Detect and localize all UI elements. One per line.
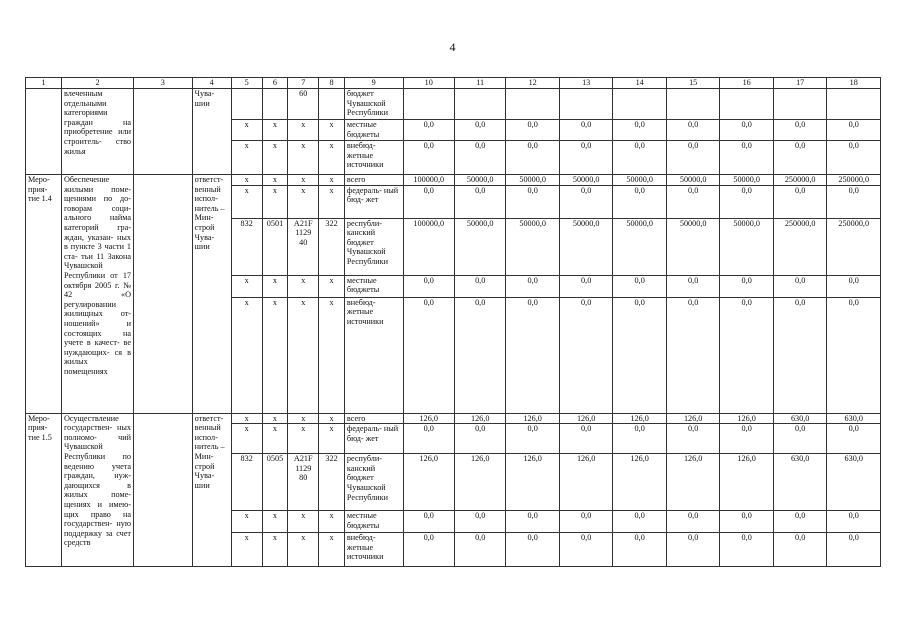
table-cell: 126,0 xyxy=(666,454,720,511)
table-cell: 0,0 xyxy=(666,424,720,454)
table-cell xyxy=(773,89,827,120)
table-cell: 126,0 xyxy=(454,454,505,511)
table-cell: 13 xyxy=(559,78,613,89)
table-cell xyxy=(403,89,454,120)
table-cell: 0,0 xyxy=(613,141,667,175)
table-cell: 0,0 xyxy=(666,275,720,297)
table-cell xyxy=(319,89,345,120)
table-cell: федераль- ный бюд- жет xyxy=(344,185,403,218)
table-cell: 16 xyxy=(720,78,774,89)
table-cell: 250000,0 xyxy=(773,175,827,186)
table-cell: 0,0 xyxy=(773,511,827,533)
table-cell: 5 xyxy=(231,78,262,89)
table-cell: x xyxy=(231,533,262,567)
table-cell: внебюд- жетные источники xyxy=(344,533,403,567)
table-cell: 0,0 xyxy=(827,511,881,533)
table-cell: 126,0 xyxy=(613,413,667,424)
table-cell: x xyxy=(288,511,319,533)
table-cell: 832 xyxy=(231,454,262,511)
table-cell: x xyxy=(319,533,345,567)
table-cell: 0,0 xyxy=(559,185,613,218)
table-cell: x xyxy=(288,424,319,454)
table-cell: x xyxy=(262,120,288,141)
table-cell: x xyxy=(288,141,319,175)
table-cell: местные бюджеты xyxy=(344,120,403,141)
table-cell: x xyxy=(262,424,288,454)
table-cell: 0,0 xyxy=(403,141,454,175)
table-cell: 50000,0 xyxy=(559,218,613,275)
table-cell: 0,0 xyxy=(559,141,613,175)
table-cell: x xyxy=(262,413,288,424)
table-cell: 250000,0 xyxy=(773,218,827,275)
table-cell: 0,0 xyxy=(827,120,881,141)
table-cell: 0,0 xyxy=(454,120,505,141)
table-cell: 0,0 xyxy=(827,533,881,567)
table-cell: x xyxy=(319,424,345,454)
table-cell: 126,0 xyxy=(666,413,720,424)
table-cell: ответст- венный испол- нитель – Мин- строй Чува- шии xyxy=(192,175,231,414)
table-cell: 0,0 xyxy=(403,120,454,141)
table-cell: 126,0 xyxy=(720,454,774,511)
table-cell: x xyxy=(231,297,262,413)
table-cell: 630,0 xyxy=(827,413,881,424)
table-cell: 50000,0 xyxy=(613,218,667,275)
table-cell: 0,0 xyxy=(773,275,827,297)
table-cell: 250000,0 xyxy=(827,175,881,186)
header-row xyxy=(26,78,881,89)
table-cell: 0,0 xyxy=(773,297,827,413)
table-cell: 0,0 xyxy=(559,511,613,533)
table-cell: 7 xyxy=(288,78,319,89)
table-cell: 126,0 xyxy=(454,413,505,424)
table-cell: 50000,0 xyxy=(613,175,667,186)
table-cell: 0,0 xyxy=(506,297,560,413)
table-cell: Меро- прия- тие 1.4 xyxy=(26,175,62,414)
table-cell: 3 xyxy=(134,78,193,89)
table-cell: Обеспечение жилыми поме- щениями по до- говорам соци- ального найма категорий гра- ждан, указан- ных в пункте 3 части 1 ста- тьи 11 Закона Чувашской Республики от 17 октября 2005 г. № 42 «О регулировании жилищных от- ношений» и состоящих на учете в качест- ве нуждающих- ся в жилых помещениях xyxy=(62,175,134,414)
table-cell: 126,0 xyxy=(559,413,613,424)
table-cell xyxy=(613,89,667,120)
table-cell xyxy=(827,89,881,120)
table-cell xyxy=(26,89,62,175)
table-cell: 126,0 xyxy=(559,454,613,511)
table-cell: 0,0 xyxy=(559,120,613,141)
table-cell: x xyxy=(288,185,319,218)
table-cell xyxy=(454,89,505,120)
table-cell: x xyxy=(319,511,345,533)
table-cell: Чува- шии xyxy=(192,89,231,175)
budget-table xyxy=(25,77,881,567)
table-cell: 2 xyxy=(62,78,134,89)
table-cell: 126,0 xyxy=(403,413,454,424)
table-cell: 322 xyxy=(319,454,345,511)
table-cell: 50000,0 xyxy=(720,175,774,186)
table-cell xyxy=(666,89,720,120)
table-cell: x xyxy=(319,275,345,297)
table-cell: республи- канский бюджет Чувашской Республики xyxy=(344,218,403,275)
table-cell: x xyxy=(319,413,345,424)
table-cell: 50000,0 xyxy=(506,175,560,186)
table-cell: 0,0 xyxy=(559,533,613,567)
table-cell: 10 xyxy=(403,78,454,89)
table-cell xyxy=(134,413,193,567)
table-cell: 0,0 xyxy=(613,511,667,533)
table-row xyxy=(26,175,881,186)
table-cell: x xyxy=(231,511,262,533)
table-cell: 6 xyxy=(262,78,288,89)
table-cell: 0,0 xyxy=(454,533,505,567)
table-cell: x xyxy=(319,141,345,175)
table-cell: 0,0 xyxy=(613,297,667,413)
table-cell xyxy=(559,89,613,120)
table-cell: 50000,0 xyxy=(666,175,720,186)
table-cell: A21F 1129 80 xyxy=(288,454,319,511)
table-cell: 0505 xyxy=(262,454,288,511)
table-cell: 0,0 xyxy=(773,533,827,567)
table-cell: 0501 xyxy=(262,218,288,275)
table-cell: 50000,0 xyxy=(454,175,505,186)
table-cell: 0,0 xyxy=(506,511,560,533)
table-cell: x xyxy=(231,413,262,424)
table-cell: x xyxy=(288,120,319,141)
table-cell: x xyxy=(262,533,288,567)
table-cell: 0,0 xyxy=(613,120,667,141)
table-cell: 0,0 xyxy=(506,120,560,141)
table-cell: 832 xyxy=(231,218,262,275)
table-cell: x xyxy=(262,275,288,297)
table-cell: x xyxy=(288,275,319,297)
table-cell: 4 xyxy=(192,78,231,89)
table-cell: Меро- прия- тие 1.5 xyxy=(26,413,62,567)
table-cell xyxy=(134,89,193,175)
table-cell: Осуществление государствен- ных полномо- чий Чувашской Республики по ведению учета граждан, нуж- дающихся в жилых поме- щениях и имею- щих право на государствен- ную поддержку за счет средств xyxy=(62,413,134,567)
table-cell: 50000,0 xyxy=(720,218,774,275)
table-cell xyxy=(262,89,288,120)
table-cell: 0,0 xyxy=(613,275,667,297)
table-cell: 0,0 xyxy=(454,275,505,297)
table-cell: 0,0 xyxy=(666,185,720,218)
table-cell: x xyxy=(262,297,288,413)
table-cell: 0,0 xyxy=(454,297,505,413)
table-cell: 60 xyxy=(288,89,319,120)
table-cell: 0,0 xyxy=(613,533,667,567)
table-cell: местные бюджеты xyxy=(344,511,403,533)
table-cell: 0,0 xyxy=(506,275,560,297)
table-cell: 0,0 xyxy=(720,533,774,567)
table-cell: 0,0 xyxy=(613,185,667,218)
table-cell: 0,0 xyxy=(613,424,667,454)
table-cell: 0,0 xyxy=(666,120,720,141)
table-cell: 0,0 xyxy=(827,141,881,175)
table-cell: A21F 1129 40 xyxy=(288,218,319,275)
table-cell: 14 xyxy=(613,78,667,89)
table-cell: 126,0 xyxy=(613,454,667,511)
table-cell: 322 xyxy=(319,218,345,275)
table-cell: x xyxy=(262,185,288,218)
table-cell: 0,0 xyxy=(666,533,720,567)
table-cell: 0,0 xyxy=(403,511,454,533)
table-cell: 0,0 xyxy=(403,533,454,567)
table-cell: всего xyxy=(344,413,403,424)
table-cell xyxy=(134,175,193,414)
table-cell: x xyxy=(231,185,262,218)
table-cell: 0,0 xyxy=(403,275,454,297)
table-cell: x xyxy=(262,511,288,533)
table-cell: x xyxy=(319,297,345,413)
table-cell: 0,0 xyxy=(720,424,774,454)
table-cell: 0,0 xyxy=(720,141,774,175)
table-cell: 630,0 xyxy=(773,454,827,511)
table-cell: федераль- ный бюд- жет xyxy=(344,424,403,454)
table-cell: x xyxy=(231,141,262,175)
table-cell: 0,0 xyxy=(827,424,881,454)
table-cell: 0,0 xyxy=(403,297,454,413)
table-cell: x xyxy=(231,175,262,186)
table-cell: x xyxy=(231,120,262,141)
table-cell: 50000,0 xyxy=(666,218,720,275)
table-cell: 50000,0 xyxy=(559,175,613,186)
table-cell: 11 xyxy=(454,78,505,89)
table-cell xyxy=(506,89,560,120)
table-cell: 126,0 xyxy=(506,454,560,511)
table-cell: 9 xyxy=(344,78,403,89)
table-cell: 12 xyxy=(506,78,560,89)
table-cell: 18 xyxy=(827,78,881,89)
table-cell: 50000,0 xyxy=(454,218,505,275)
table-cell: 0,0 xyxy=(827,185,881,218)
table-cell: внебюд- жетные источники xyxy=(344,141,403,175)
table-cell: 630,0 xyxy=(773,413,827,424)
table-cell: 0,0 xyxy=(720,511,774,533)
table-cell: x xyxy=(319,185,345,218)
page-number: 4 xyxy=(449,40,456,54)
table-row xyxy=(26,89,881,120)
table-cell: 0,0 xyxy=(773,141,827,175)
table-cell: x xyxy=(319,175,345,186)
table-cell xyxy=(231,89,262,120)
table-cell: 0,0 xyxy=(720,185,774,218)
table-cell: 100000,0 xyxy=(403,175,454,186)
table-cell: x xyxy=(262,175,288,186)
table-cell: 250000,0 xyxy=(827,218,881,275)
table-cell: 0,0 xyxy=(506,424,560,454)
table-cell: 15 xyxy=(666,78,720,89)
table-cell: республи- канский бюджет Чувашской Республики xyxy=(344,454,403,511)
table-cell: 0,0 xyxy=(559,424,613,454)
table-cell: 0,0 xyxy=(666,297,720,413)
table-cell: 0,0 xyxy=(454,185,505,218)
table-cell xyxy=(720,89,774,120)
table-cell: 0,0 xyxy=(454,511,505,533)
table-cell: 126,0 xyxy=(403,454,454,511)
table-cell: x xyxy=(231,275,262,297)
table-cell: 0,0 xyxy=(773,424,827,454)
table-cell: 0,0 xyxy=(773,120,827,141)
table-cell: 17 xyxy=(773,78,827,89)
table-cell: влеченным отдельными категориями граждан на приобретение или строитель- ство жилья xyxy=(62,89,134,175)
table-cell: x xyxy=(319,120,345,141)
table-cell: всего xyxy=(344,175,403,186)
table-cell: 0,0 xyxy=(454,141,505,175)
table-cell: 0,0 xyxy=(506,533,560,567)
table-cell: 0,0 xyxy=(773,185,827,218)
table-row xyxy=(26,413,881,424)
table-cell: 0,0 xyxy=(506,141,560,175)
table-cell: ответст- венный испол- нитель – Мин- строй Чува- шии xyxy=(192,413,231,567)
table-cell: 0,0 xyxy=(559,297,613,413)
table-cell: x xyxy=(262,141,288,175)
table-cell: 100000,0 xyxy=(403,218,454,275)
table-cell: 1 xyxy=(26,78,62,89)
table-cell: 0,0 xyxy=(666,141,720,175)
table-cell: 0,0 xyxy=(403,424,454,454)
table-cell: 0,0 xyxy=(454,424,505,454)
table-cell: 0,0 xyxy=(720,297,774,413)
table-cell: 0,0 xyxy=(403,185,454,218)
table-cell: 8 xyxy=(319,78,345,89)
table-cell: 0,0 xyxy=(506,185,560,218)
table-cell: бюджет Чувашской Республики xyxy=(344,89,403,120)
table-cell: 0,0 xyxy=(827,297,881,413)
table-cell: 0,0 xyxy=(559,275,613,297)
table-cell: 126,0 xyxy=(720,413,774,424)
table-cell: x xyxy=(288,533,319,567)
table-cell: 0,0 xyxy=(666,511,720,533)
table-cell: местные бюджеты xyxy=(344,275,403,297)
table-cell: 0,0 xyxy=(720,275,774,297)
table-cell: 50000,0 xyxy=(506,218,560,275)
table-cell: x xyxy=(288,297,319,413)
table-cell: x xyxy=(288,175,319,186)
table-cell: внебюд- жетные источники xyxy=(344,297,403,413)
table-cell: 0,0 xyxy=(827,275,881,297)
table-cell: 126,0 xyxy=(506,413,560,424)
table-cell: x xyxy=(288,413,319,424)
table-cell: 0,0 xyxy=(720,120,774,141)
table-cell: x xyxy=(231,424,262,454)
table-cell: 630,0 xyxy=(827,454,881,511)
